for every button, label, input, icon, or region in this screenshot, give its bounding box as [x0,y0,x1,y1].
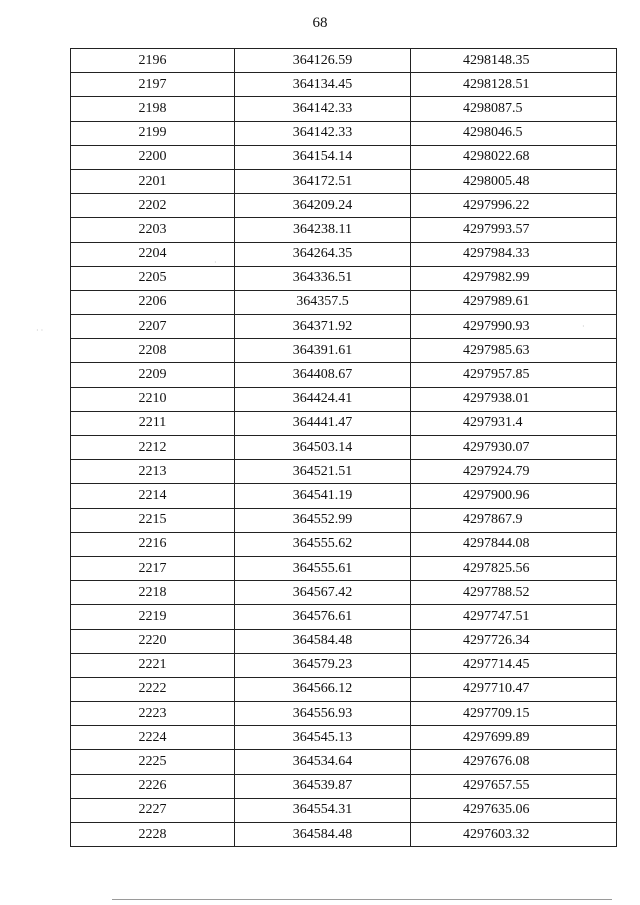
point-id-cell: 2209 [71,363,235,387]
x-coordinate-cell: 364126.59 [235,49,411,73]
table-row [71,194,617,218]
point-id-cell: 2218 [71,581,235,605]
x-coordinate-cell: 364154.14 [235,145,411,169]
table-row [71,436,617,460]
table-row [71,726,617,750]
y-coordinate-cell: 4297867.9 [411,508,617,532]
coordinate-table [70,48,617,847]
x-coordinate-cell: 364539.87 [235,774,411,798]
y-coordinate-cell: 4297714.45 [411,653,617,677]
y-coordinate-cell: 4297989.61 [411,290,617,314]
table-row [71,823,617,847]
table-row [71,145,617,169]
table-row [71,750,617,774]
y-coordinate-cell: 4297710.47 [411,677,617,701]
scan-speck: · [214,258,217,267]
x-coordinate-cell: 364555.61 [235,556,411,580]
point-id-cell: 2212 [71,436,235,460]
point-id-cell: 2208 [71,339,235,363]
scan-edge-line [112,899,612,900]
y-coordinate-cell: 4297747.51 [411,605,617,629]
x-coordinate-cell: 364576.61 [235,605,411,629]
table-body [71,49,617,847]
table-row [71,242,617,266]
x-coordinate-cell: 364503.14 [235,436,411,460]
point-id-cell: 2216 [71,532,235,556]
table-row [71,677,617,701]
table-row [71,556,617,580]
x-coordinate-cell: 364534.64 [235,750,411,774]
x-coordinate-cell: 364579.23 [235,653,411,677]
page-number: 68 [312,15,328,31]
table-row [71,605,617,629]
point-id-cell: 2214 [71,484,235,508]
x-coordinate-cell: 364336.51 [235,266,411,290]
table-row [71,702,617,726]
x-coordinate-cell: 364584.48 [235,629,411,653]
y-coordinate-cell: 4297657.55 [411,774,617,798]
table-row [71,169,617,193]
x-coordinate-cell: 364584.48 [235,823,411,847]
table-row [71,339,617,363]
point-id-cell: 2201 [71,169,235,193]
table-row [71,121,617,145]
table-row [71,290,617,314]
y-coordinate-cell: 4297930.07 [411,436,617,460]
y-coordinate-cell: 4297931.4 [411,411,617,435]
point-id-cell: 2196 [71,49,235,73]
point-id-cell: 2213 [71,460,235,484]
point-id-cell: 2200 [71,145,235,169]
x-coordinate-cell: 364521.51 [235,460,411,484]
table-row [71,49,617,73]
table-row [71,387,617,411]
point-id-cell: 2197 [71,73,235,97]
table-row [71,508,617,532]
point-id-cell: 2211 [71,411,235,435]
y-coordinate-cell: 4297726.34 [411,629,617,653]
y-coordinate-cell: 4297938.01 [411,387,617,411]
table-row [71,484,617,508]
point-id-cell: 2225 [71,750,235,774]
point-id-cell: 2215 [71,508,235,532]
scan-speck: · [582,322,585,331]
y-coordinate-cell: 4297635.06 [411,798,617,822]
y-coordinate-cell: 4297709.15 [411,702,617,726]
x-coordinate-cell: 364238.11 [235,218,411,242]
x-coordinate-cell: 364424.41 [235,387,411,411]
x-coordinate-cell: 364209.24 [235,194,411,218]
point-id-cell: 2222 [71,677,235,701]
table-row [71,629,617,653]
point-id-cell: 2199 [71,121,235,145]
point-id-cell: 2223 [71,702,235,726]
table-row [71,798,617,822]
point-id-cell: 2205 [71,266,235,290]
point-id-cell: 2217 [71,556,235,580]
x-coordinate-cell: 364554.31 [235,798,411,822]
table-row [71,581,617,605]
point-id-cell: 2204 [71,242,235,266]
x-coordinate-cell: 364408.67 [235,363,411,387]
y-coordinate-cell: 4298148.35 [411,49,617,73]
table-row [71,97,617,121]
y-coordinate-cell: 4297924.79 [411,460,617,484]
y-coordinate-cell: 4298022.68 [411,145,617,169]
y-coordinate-cell: 4297825.56 [411,556,617,580]
point-id-cell: 2206 [71,290,235,314]
table-row [71,266,617,290]
y-coordinate-cell: 4297603.32 [411,823,617,847]
y-coordinate-cell: 4297996.22 [411,194,617,218]
table-row [71,774,617,798]
y-coordinate-cell: 4297676.08 [411,750,617,774]
y-coordinate-cell: 4297844.08 [411,532,617,556]
table-row [71,73,617,97]
x-coordinate-cell: 364545.13 [235,726,411,750]
x-coordinate-cell: 364142.33 [235,121,411,145]
point-id-cell: 2227 [71,798,235,822]
point-id-cell: 2220 [71,629,235,653]
table-row [71,532,617,556]
point-id-cell: 2207 [71,315,235,339]
y-coordinate-cell: 4297957.85 [411,363,617,387]
table-row [71,363,617,387]
point-id-cell: 2228 [71,823,235,847]
y-coordinate-cell: 4298005.48 [411,169,617,193]
x-coordinate-cell: 364552.99 [235,508,411,532]
x-coordinate-cell: 364556.93 [235,702,411,726]
y-coordinate-cell: 4298046.5 [411,121,617,145]
point-id-cell: 2203 [71,218,235,242]
point-id-cell: 2202 [71,194,235,218]
point-id-cell: 2219 [71,605,235,629]
x-coordinate-cell: 364264.35 [235,242,411,266]
x-coordinate-cell: 364371.92 [235,315,411,339]
x-coordinate-cell: 364391.61 [235,339,411,363]
x-coordinate-cell: 364357.5 [235,290,411,314]
table-row [71,315,617,339]
y-coordinate-cell: 4297900.96 [411,484,617,508]
y-coordinate-cell: 4297990.93 [411,315,617,339]
point-id-cell: 2226 [71,774,235,798]
y-coordinate-cell: 4297984.33 [411,242,617,266]
point-id-cell: 2198 [71,97,235,121]
table-row [71,460,617,484]
y-coordinate-cell: 4298087.5 [411,97,617,121]
x-coordinate-cell: 364134.45 [235,73,411,97]
point-id-cell: 2221 [71,653,235,677]
scan-speck: · · [36,326,44,335]
x-coordinate-cell: 364541.19 [235,484,411,508]
y-coordinate-cell: 4297699.89 [411,726,617,750]
table-row [71,411,617,435]
x-coordinate-cell: 364142.33 [235,97,411,121]
x-coordinate-cell: 364567.42 [235,581,411,605]
x-coordinate-cell: 364441.47 [235,411,411,435]
table-row [71,218,617,242]
table-row [71,653,617,677]
y-coordinate-cell: 4297993.57 [411,218,617,242]
point-id-cell: 2224 [71,726,235,750]
y-coordinate-cell: 4297982.99 [411,266,617,290]
x-coordinate-cell: 364172.51 [235,169,411,193]
y-coordinate-cell: 4297985.63 [411,339,617,363]
y-coordinate-cell: 4298128.51 [411,73,617,97]
x-coordinate-cell: 364555.62 [235,532,411,556]
y-coordinate-cell: 4297788.52 [411,581,617,605]
point-id-cell: 2210 [71,387,235,411]
x-coordinate-cell: 364566.12 [235,677,411,701]
